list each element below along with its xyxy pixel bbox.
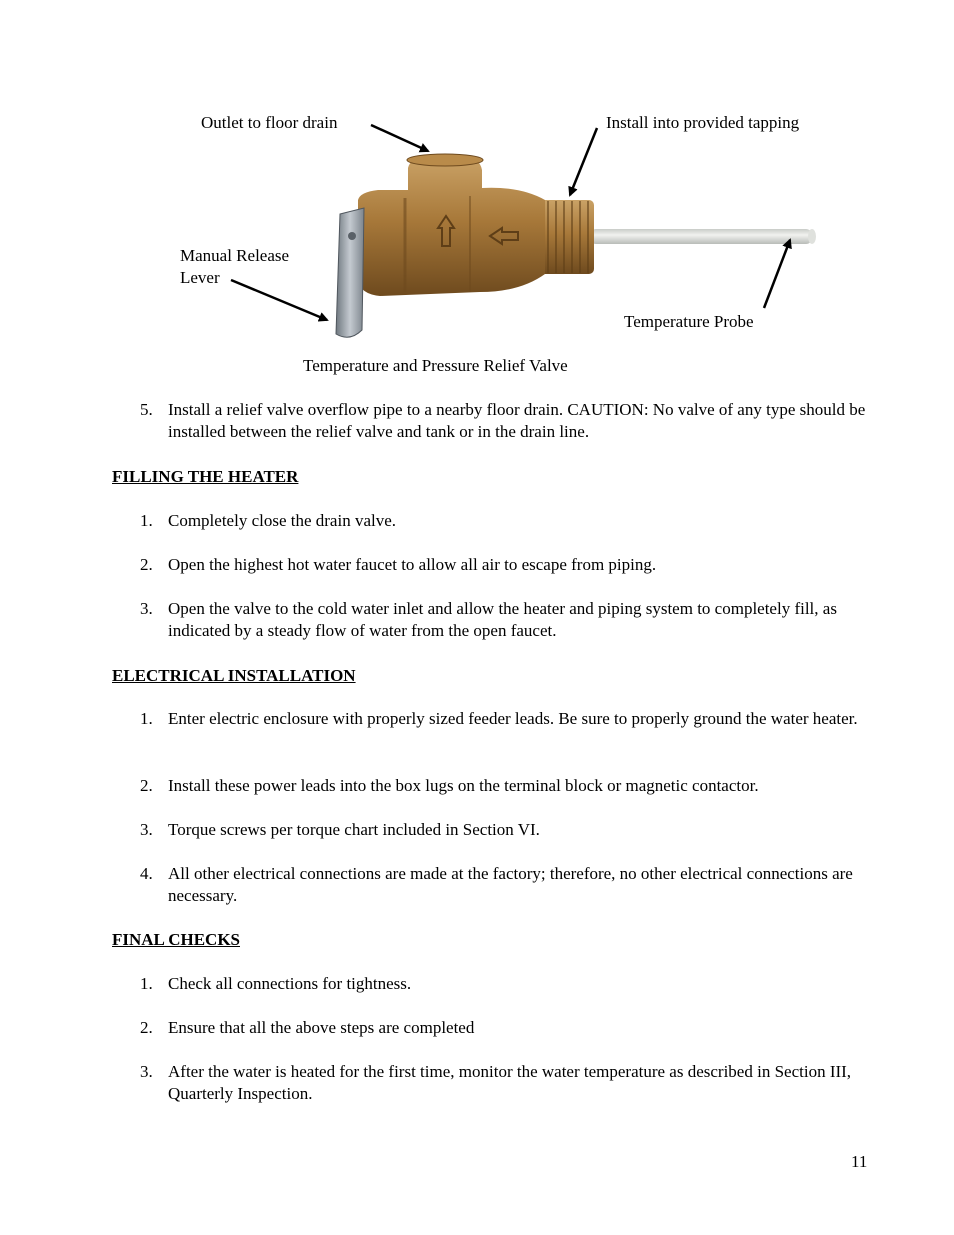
list-item-number: 2.: [140, 1018, 153, 1037]
section-heading-electrical: ELECTRICAL INSTALLATION: [112, 666, 356, 685]
install-label: Install into provided tapping: [606, 113, 800, 132]
outlet-arrow: [371, 125, 428, 151]
threaded-inlet: [540, 200, 594, 274]
page-number: 11: [851, 1152, 868, 1171]
list-item-number: 3.: [140, 599, 153, 618]
list-item-number: 2.: [140, 555, 153, 574]
temperature-probe: [590, 229, 816, 244]
list-item-number: 3.: [140, 1062, 153, 1081]
manual-release-lever: [336, 208, 364, 337]
list-item-text: Open the highest hot water faucet to allow all air to escape from piping.: [168, 555, 657, 574]
probe-label: Temperature Probe: [624, 312, 754, 331]
list-item-number: 5.: [140, 400, 153, 419]
list-item-text: Torque screws per torque chart included in Section VI.: [168, 820, 540, 839]
list-item-number: 2.: [140, 776, 153, 795]
lever-label-line1: Manual Release: [180, 246, 290, 265]
list-item-text: Enter electric enclosure with properly sized feeder leads. Be sure to properly ground the water heater.: [168, 709, 858, 728]
list-item-text: Completely close the drain valve.: [168, 511, 397, 530]
install-arrow: [570, 128, 597, 195]
probe-arrow: [764, 240, 790, 308]
list-item-number: 1.: [140, 974, 153, 993]
list-item-number: 1.: [140, 511, 153, 530]
list-item-text: Ensure that all the above steps are completed: [168, 1018, 475, 1037]
lever-label-line2: Lever: [180, 268, 220, 287]
valve-body: [358, 154, 545, 296]
list-item-text: Install these power leads into the box lugs on the terminal block or magnetic contactor.: [168, 776, 759, 795]
list-item-text: Install a relief valve overflow pipe to a nearby floor drain. CAUTION: No valve of any type should be installed between the relief valve and tank or in the drain line.: [168, 400, 866, 441]
section-heading-filling: FILLING THE HEATER: [112, 467, 299, 486]
list-item-number: 4.: [140, 864, 153, 883]
list-item-number: 1.: [140, 709, 153, 728]
list-item-number: 3.: [140, 820, 153, 839]
list-item-text: After the water is heated for the first time, monitor the water temperature as described in Section III, Quarterly Inspection.: [168, 1062, 852, 1103]
section-heading-final: FINAL CHECKS: [112, 930, 240, 949]
relief-valve-illustration: [0, 0, 954, 400]
outlet-label: Outlet to floor drain: [201, 113, 338, 132]
list-item-text: Open the valve to the cold water inlet and allow the heater and piping system to completely fill, as indicated by a steady flow of water from the open faucet.: [168, 599, 837, 640]
lever-arrow: [231, 280, 327, 320]
figure-caption: Temperature and Pressure Relief Valve: [303, 356, 568, 375]
list-item-text: Check all connections for tightness.: [168, 974, 412, 993]
list-item-text: All other electrical connections are made at the factory; therefore, no other electrical connections are necessary.: [168, 864, 853, 905]
